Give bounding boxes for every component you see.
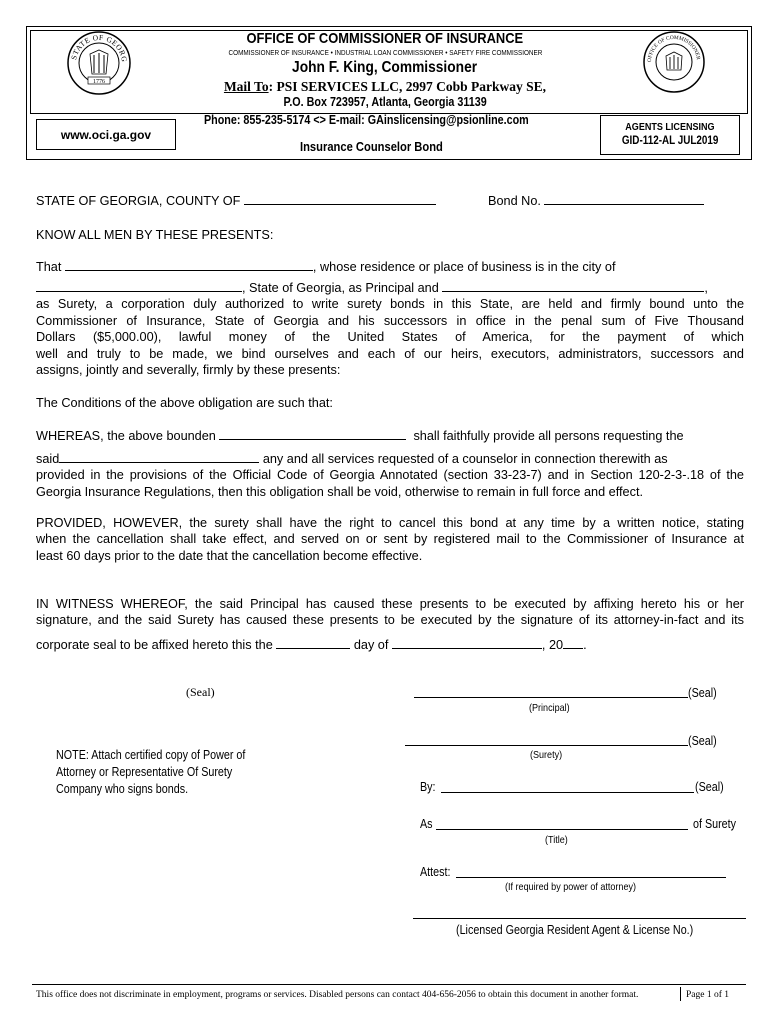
surety-seal-label: (Seal) <box>688 734 717 748</box>
day-field[interactable] <box>276 637 350 649</box>
title-caption: (Title) <box>545 834 568 846</box>
corporate-seal-text: corporate seal to be affixed hereto this the <box>36 638 273 652</box>
attest-caption: (If required by power of attorney) <box>505 881 637 893</box>
by-signature-line[interactable] <box>441 792 694 793</box>
svg-text:OFFICE OF COMMISSIONER OF INSU: OFFICE OF COMMISSIONER <box>646 34 701 63</box>
any-all-text: any and all services requested of a counselor in connection therewith as <box>262 452 668 466</box>
note-line-2: Attorney or Representative Of Surety <box>56 765 233 779</box>
proviso-line-2: when the cancellation shall take effect, and served on or sent by registered mail to the Commissioner of Insurance at <box>36 532 744 546</box>
know-all-heading: KNOW ALL MEN BY THESE PRESENTS: <box>36 228 274 242</box>
footer-disclaimer: This office does not discriminate in employment, programs or services. Disabled persons can contact 404-656-2056 to obtain this document in another format. <box>36 990 639 1000</box>
mail-to-address: : PSI SERVICES LLC, 2997 Cobb Parkway SE, <box>268 79 547 94</box>
principal-name-field[interactable] <box>65 259 313 271</box>
footer-rule <box>32 984 746 985</box>
conditions-line-2: provided in the provisions of the Official Code of Georgia Annotated (section 33-23-7) and in Section 120-2-3-.18 of the <box>36 468 744 482</box>
principal-signature-line[interactable] <box>414 697 688 698</box>
conditions-heading: The Conditions of the above obligation are such that: <box>36 396 333 410</box>
obligation-line-2: Commissioner of Insurance, State of Georgia and his successors in office in the penal sum of Five Thousand <box>36 314 744 328</box>
period-text: . <box>583 638 587 652</box>
state-county-label: STATE OF GEORGIA, COUNTY OF <box>36 194 241 208</box>
witness-line-2: signature, and the said Surety has caused these presents to be executed by the signature of its attorney-in-fact and its <box>36 613 744 627</box>
surety-name-field[interactable] <box>442 280 704 292</box>
said-field[interactable] <box>59 451 259 463</box>
seal-placeholder: (Seal) <box>186 685 215 699</box>
po-box: P.O. Box 723957, Atlanta, Georgia 31139 <box>283 95 487 109</box>
that-label: That <box>36 260 62 274</box>
whose-residence-text: , whose residence or place of business is in the city of <box>312 260 616 274</box>
witness-line-3 <box>36 637 587 652</box>
footer-divider <box>680 987 681 1001</box>
agents-licensing: AGENTS LICENSING <box>625 121 715 133</box>
month-field[interactable] <box>392 637 542 649</box>
website-link[interactable]: www.oci.ga.gov <box>60 128 152 142</box>
proviso-line-3: least 60 days prior to the date that the cancellation become effective. <box>36 549 423 563</box>
conditions-line-3: Georgia Insurance Regulations, then this obligation shall be void, otherwise to remain in full force and effect. <box>36 485 644 499</box>
whereas-line <box>36 428 684 443</box>
said-line <box>36 451 668 466</box>
year-field[interactable] <box>563 637 583 649</box>
of-surety-label: of Surety <box>693 817 737 831</box>
said-label: said <box>36 452 60 466</box>
county-field[interactable] <box>244 193 436 205</box>
that-line <box>36 259 615 274</box>
surety-caption: (Surety) <box>530 749 563 761</box>
city-field[interactable] <box>36 280 242 292</box>
office-title: OFFICE OF COMMISSIONER OF INSURANCE <box>246 30 524 47</box>
commissioner-name: John F. King, Commissioner <box>292 59 478 76</box>
attest-label: Attest: <box>420 865 451 879</box>
obligation-line-1: as Surety, a corporation duly authorized to write surety bonds in this State, are held and firmly bound unto the <box>36 297 744 311</box>
year-prefix-text: , 20 <box>541 638 564 652</box>
by-label: By: <box>420 780 436 794</box>
bond-no-label: Bond No. <box>488 194 541 208</box>
agent-signature-line[interactable] <box>413 918 746 919</box>
principal-seal-label: (Seal) <box>688 686 717 700</box>
day-of-text: day of <box>353 638 389 652</box>
obligation-line-3: Dollars ($5,000.00), lawful money of the United States of America, for the payment of which <box>36 330 744 344</box>
office-subtitle: COMMISSIONER OF INSURANCE • INDUSTRIAL LOAN COMMISSIONER • SAFETY FIRE COMMISSIONER <box>228 48 542 57</box>
mail-to-line <box>0 79 770 95</box>
state-principal-text: , State of Georgia, as Principal and <box>242 281 439 295</box>
attest-signature-line[interactable] <box>456 877 726 878</box>
as-label: As <box>420 817 433 831</box>
as-title-line[interactable] <box>436 829 688 830</box>
form-title: Insurance Counselor Bond <box>300 139 443 154</box>
bond-number-field[interactable] <box>544 193 704 205</box>
note-line-1: NOTE: Attach certified copy of Power of <box>56 748 246 762</box>
contact-line: Phone: 855-235-5174 <> E-mail: GAinslicensing@psionline.com <box>204 113 529 127</box>
principal-caption: (Principal) <box>529 702 570 714</box>
witness-line-1: IN WITNESS WHEREOF, the said Principal has caused these presents to be executed by affixing hereto his or her <box>36 597 744 611</box>
svg-text:1776: 1776 <box>93 79 105 85</box>
note-line-3: Company who signs bonds. <box>56 782 189 796</box>
surety-signature-line[interactable] <box>405 745 688 746</box>
page-number: Page 1 of 1 <box>686 990 730 1000</box>
whereas-label: WHEREAS, the above bounden <box>36 429 216 443</box>
city-principal-line <box>36 280 708 295</box>
obligation-line-5: assigns, jointly and severally, firmly by these presents: <box>36 363 341 377</box>
comma-text: , <box>704 281 708 295</box>
by-seal-label: (Seal) <box>695 780 724 794</box>
agent-caption: (Licensed Georgia Resident Agent & License No.) <box>456 923 694 937</box>
bond-number-line <box>488 193 704 208</box>
svg-text:STATE OF GEORGIA: STATE OF GEORG <box>69 32 130 63</box>
proviso-line-1: PROVIDED, HOWEVER, the surety shall have the right to cancel this bond at any time by a written notice, stating <box>36 516 744 530</box>
mail-to-label: Mail To <box>223 79 269 94</box>
bounden-field[interactable] <box>219 428 406 440</box>
shall-provide-text: shall faithfully provide all persons requesting the <box>413 429 684 443</box>
obligation-line-4: well and truly to be made, we bind ourselves and each of our heirs, executors, administrators, successors and <box>36 347 744 361</box>
state-county-line <box>36 193 436 208</box>
form-code: GID-112-AL JUL2019 <box>621 135 719 147</box>
